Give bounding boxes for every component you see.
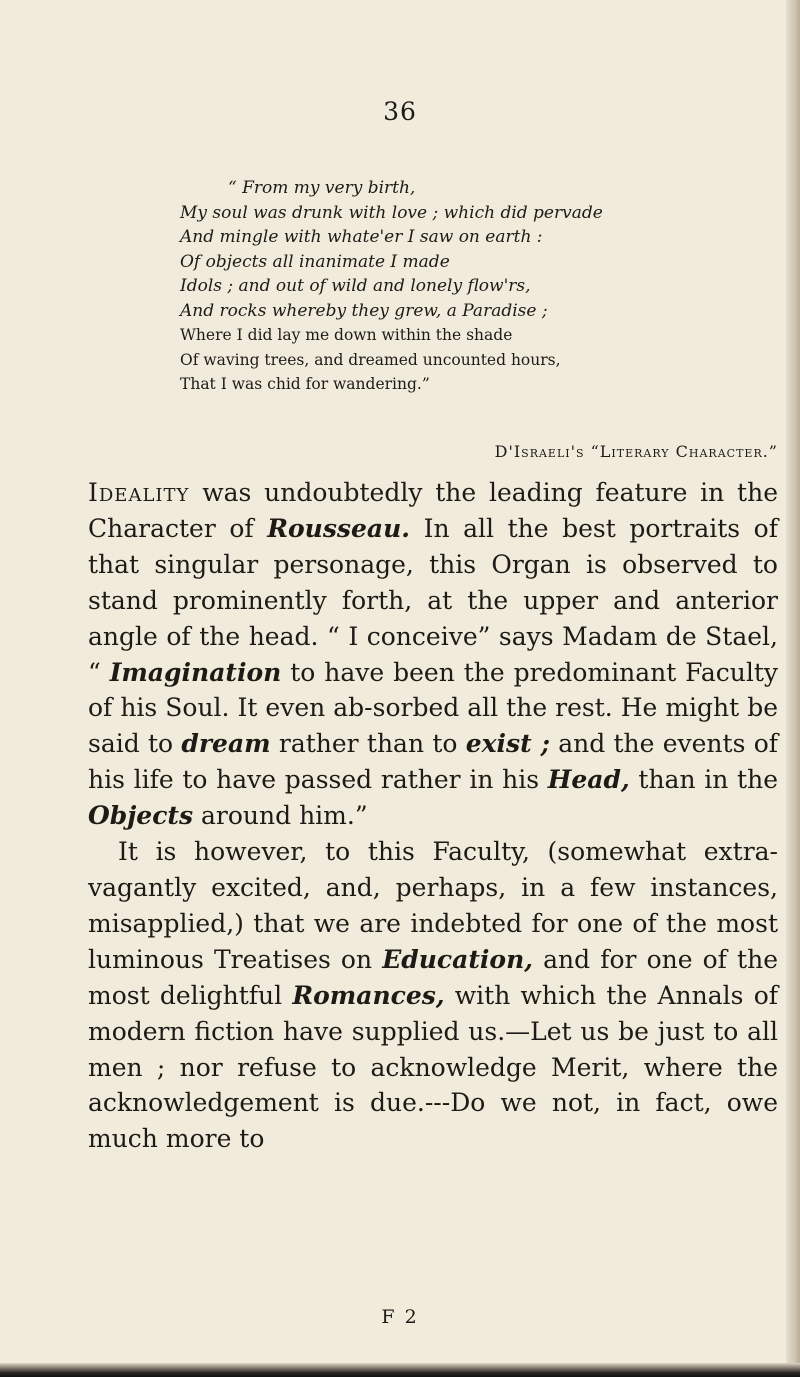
poem-line: And rocks whereby they grew, a Paradise ; <box>180 300 548 321</box>
poem-line: Of waving trees, and dreamed uncounted hours, <box>180 350 561 369</box>
emphasis: dream <box>181 729 271 759</box>
poem-line: My soul was drunk with love ; which did pervade <box>180 202 603 223</box>
lead-word: Ideality <box>88 478 190 507</box>
emphasis: Objects <box>88 801 194 831</box>
poem-line: That I was chid for wandering.” <box>180 375 430 393</box>
text-run: In all the best portraits of that singular personage, this Organ is observed to stand prominently forth, at the upper and anterior angle of the head. “ I conceive” says Madam de Stael, “ <box>88 513 778 687</box>
text-run: than in the <box>629 765 778 795</box>
text-run: rather than to <box>270 729 466 759</box>
text-run: was undoubtedly the leading feature in the Character of <box>88 478 778 543</box>
text-run: with which the Annals of modern fiction have supplied us.—Let us be just to all men ; nor refuse to acknowledge Merit, where the acknowledgement is due.---Do we not, in fact, owe much more to <box>88 980 778 1154</box>
text-run: and for one of the most delightful <box>88 944 778 1010</box>
body-text <box>88 475 778 1157</box>
emphasis: Education, <box>382 944 533 974</box>
emphasis: Rousseau. <box>267 513 410 543</box>
poem-attribution: D'Israeli's “Literary Character.” <box>494 442 778 461</box>
poem-line: Idols ; and out of wild and lonely flow'rs, <box>180 276 531 296</box>
poem-line: And mingle with whate'er I saw on earth : <box>180 227 543 247</box>
text-run: to have been the predominant Faculty of his Soul. It even ab-sorbed all the rest. He might be said to <box>88 657 778 759</box>
poem-line: “ From my very birth, <box>228 178 416 198</box>
emphasis: Imagination <box>109 657 282 687</box>
emphasis: Romances, <box>292 980 445 1010</box>
paragraph-2 <box>88 834 778 1157</box>
page-edge-right <box>786 0 800 1377</box>
page-edge-bottom <box>0 1363 800 1377</box>
emphasis: Head, <box>547 765 630 795</box>
paragraph-1 <box>88 475 778 834</box>
page-number: 36 <box>383 97 417 126</box>
poem-line: Of objects all inanimate I made <box>180 251 450 272</box>
text-run: around him.” <box>193 801 368 831</box>
text-run: It is however, to this Faculty, (somewhat extra-vagantly excited, and, perhaps, in a few instances, misapplied,) that we are indebted for one of the most luminous Treatises on <box>88 837 778 974</box>
text-run: and the events of his life to have passed rather in his <box>88 729 778 795</box>
signature-mark: F 2 <box>381 1306 419 1328</box>
emphasis: exist ; <box>465 729 550 759</box>
poem-line: Where I did lay me down within the shade <box>180 326 513 344</box>
